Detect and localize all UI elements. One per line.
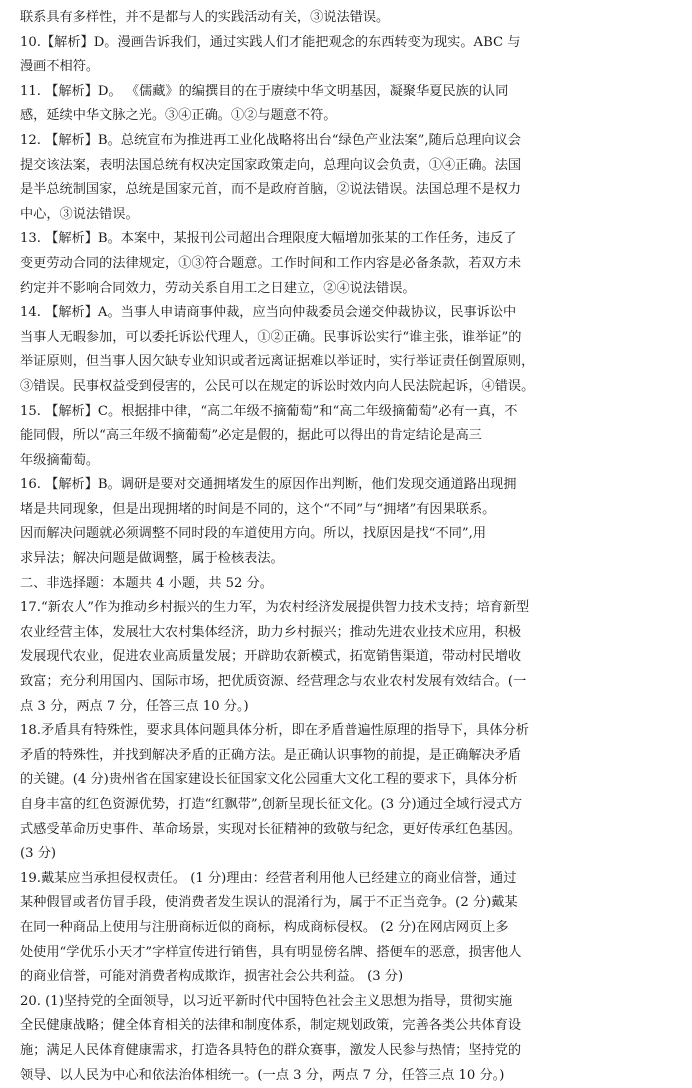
text-line: 中心，③说法错误。 [20, 206, 139, 222]
text-line: 矛盾的特殊性，并找到解决矛盾的正确方法。是正确认识事物的前提，是正确解决矛盾 [20, 747, 522, 763]
text-line: 感，延续中华文脉之光。③④正确。①②与题意不符。 [20, 108, 337, 124]
text-line: 联系具有多样性，并不是都与人的实践活动有关，③说法错误。 [20, 10, 390, 25]
text-line: 自身丰富的红色资源优势，打造“红飘带”,创新呈现长征文化。(3 分)通过全域行浸式方 [20, 797, 523, 812]
text-line: 全民健康战略；健全体育相关的法律和制度体系，制定规划政策，完善各类公共体育设 [20, 1018, 522, 1034]
text-line: 18.矛盾具有特殊性，要求具体问题具体分析，即在矛盾普遍性原理的指导下，具体分析 [20, 723, 529, 739]
text-line: 提交该法案，表明法国总统有权决定国家政策走向，总理向议会负责，①④正确。法国 [20, 157, 522, 173]
text-line: 农业经营主体，发展壮大农村集体经济，助力乡村振兴；推动先进农业技术应用，积极 [20, 624, 522, 640]
text-line: 19.戴某应当承担侵权责任。 (1 分)理由：经营者利用他人已经建立的商业信誉，通过 [20, 870, 517, 886]
text-line: 的关键。(4 分)贵州省在国家建设长征国家文化公园重大文化工程的要求下，具体分析 [20, 772, 518, 788]
text-line: 举证原则，但当事人因欠缺专业知识或者远离证据难以举证时，实行举证责任倒置原则， [20, 354, 535, 370]
text-line: 发展现代农业，促进农业高质量发展；开辟助农新模式，拓宽销售渠道，带动村民增收 [20, 649, 522, 665]
text-line: 是半总统制国家，总统是国家元首，而不是政府首脑，②说法错误。法国总理不是权力 [20, 182, 522, 198]
text-line: 的商业信誉，可能对消费者构成欺诈，损害社会公共利益。 (3 分) [20, 969, 404, 985]
text-line: 致富；充分利用国内、国际市场，把优质资源、经营理念与农业农村发展有效结合。(一 [20, 674, 527, 690]
text-line: 领导、以人民为中心和依法治体相统一。(一点 3 分，两点 7 分，任答三点 10 分。) [20, 1067, 505, 1083]
text-line: 13. 【解析】B。本案中，某报刊公司超出合理限度大幅增加张某的工作任务，违反了 [20, 231, 517, 247]
text-line: 漫画不相符。 [20, 59, 100, 75]
text-line: 20. (1)坚持党的全面领导，以习近平新时代中国特色社会主义思想为指导，贯彻实施 [20, 993, 513, 1009]
text-line: 15. 【解析】C。根据排中律，“高二年级不摘葡萄”和“高二年级摘葡萄”必有一真，不 [20, 403, 518, 419]
text-line: 处使用“学优乐小天才”字样宣传进行销售，具有明显傍名牌、搭便车的恶意，损害他人 [20, 944, 522, 960]
text-line: 约定并不影响合同效力，劳动关系自用工之日建立，②④说法错误。 [20, 280, 416, 296]
text-line: 10.【解析】D。漫画告诉我们，通过实践人们才能把观念的东西转变为现实。ABC 与 [20, 34, 521, 50]
text-line: 变更劳动合同的法律规定，①③符合题意。工作时间和工作内容是必备条款，若双方未 [20, 255, 522, 271]
text-line: 当事人无暇参加，可以委托诉讼代理人，①②正确。民事诉讼实行“谁主张，谁举证”的 [20, 329, 522, 345]
text-line: 12. 【解析】B。总统宣布为推进再工业化战略将出台“绿色产业法案”,随后总理向议会 [20, 132, 521, 148]
text-line: 17.“新农人”作为推动乡村振兴的生力军，为农村经济发展提供智力技术支持；培育新型 [20, 600, 530, 616]
text-line: 某种假冒或者仿冒手段，使消费者发生误认的混淆行为，属于不正当竞争。(2 分)戴某 [20, 895, 518, 911]
text-line: 式感受革命历史事件、革命场景，实现对长征精神的致敬与纪念，更好传承红色基因。 [20, 821, 522, 837]
text-line: 11. 【解析】D。 《儒藏》的编撰目的在于赓续中华文明基因，凝聚华夏民族的认同 [20, 83, 509, 99]
text-line: ③错误。民事权益受到侵害的，公民可以在规定的诉讼时效内向人民法院起诉，④错误。 [20, 378, 535, 394]
text-line: 年级摘葡萄。 [20, 452, 100, 468]
text-line: 能同假，所以“高三年级不摘葡萄”必定是假的，据此可以得出的肯定结论是高三 [20, 428, 482, 444]
text-line: 施；满足人民体育健康需求，打造各具特色的群众赛事，激发人民参与热情；坚持党的 [20, 1042, 522, 1058]
text-line: (3 分) [20, 846, 57, 862]
text-line: 堵是共同现象，但是出现拥堵的时间是不同的，这个“不同”与“拥堵”有因果联系。 [20, 501, 496, 517]
text-line: 14. 【解析】A。当事人申请商事仲裁，应当向仲裁委员会递交仲裁协议，民事诉讼中 [20, 305, 517, 321]
text-line: 在同一种商品上使用与注册商标近似的商标，构成商标侵权。 (2 分)在网店网页上多 [20, 919, 509, 935]
text-line: 点 3 分，两点 7 分，任答三点 10 分。) [20, 698, 249, 714]
text-line: 16. 【解析】B。调研是要对交通拥堵发生的原因作出判断，他们发现交通道路出现拥 [20, 477, 517, 493]
text-line: 求异法；解决问题是做调整，属于检核表法。 [20, 551, 284, 567]
text-line: 二、非选择题：本题共 4 小题，共 52 分。 [20, 575, 273, 591]
text-line: 因而解决问题就必须调整不同时段的车道使用方向。所以，找原因是找“不同”,用 [20, 526, 487, 542]
